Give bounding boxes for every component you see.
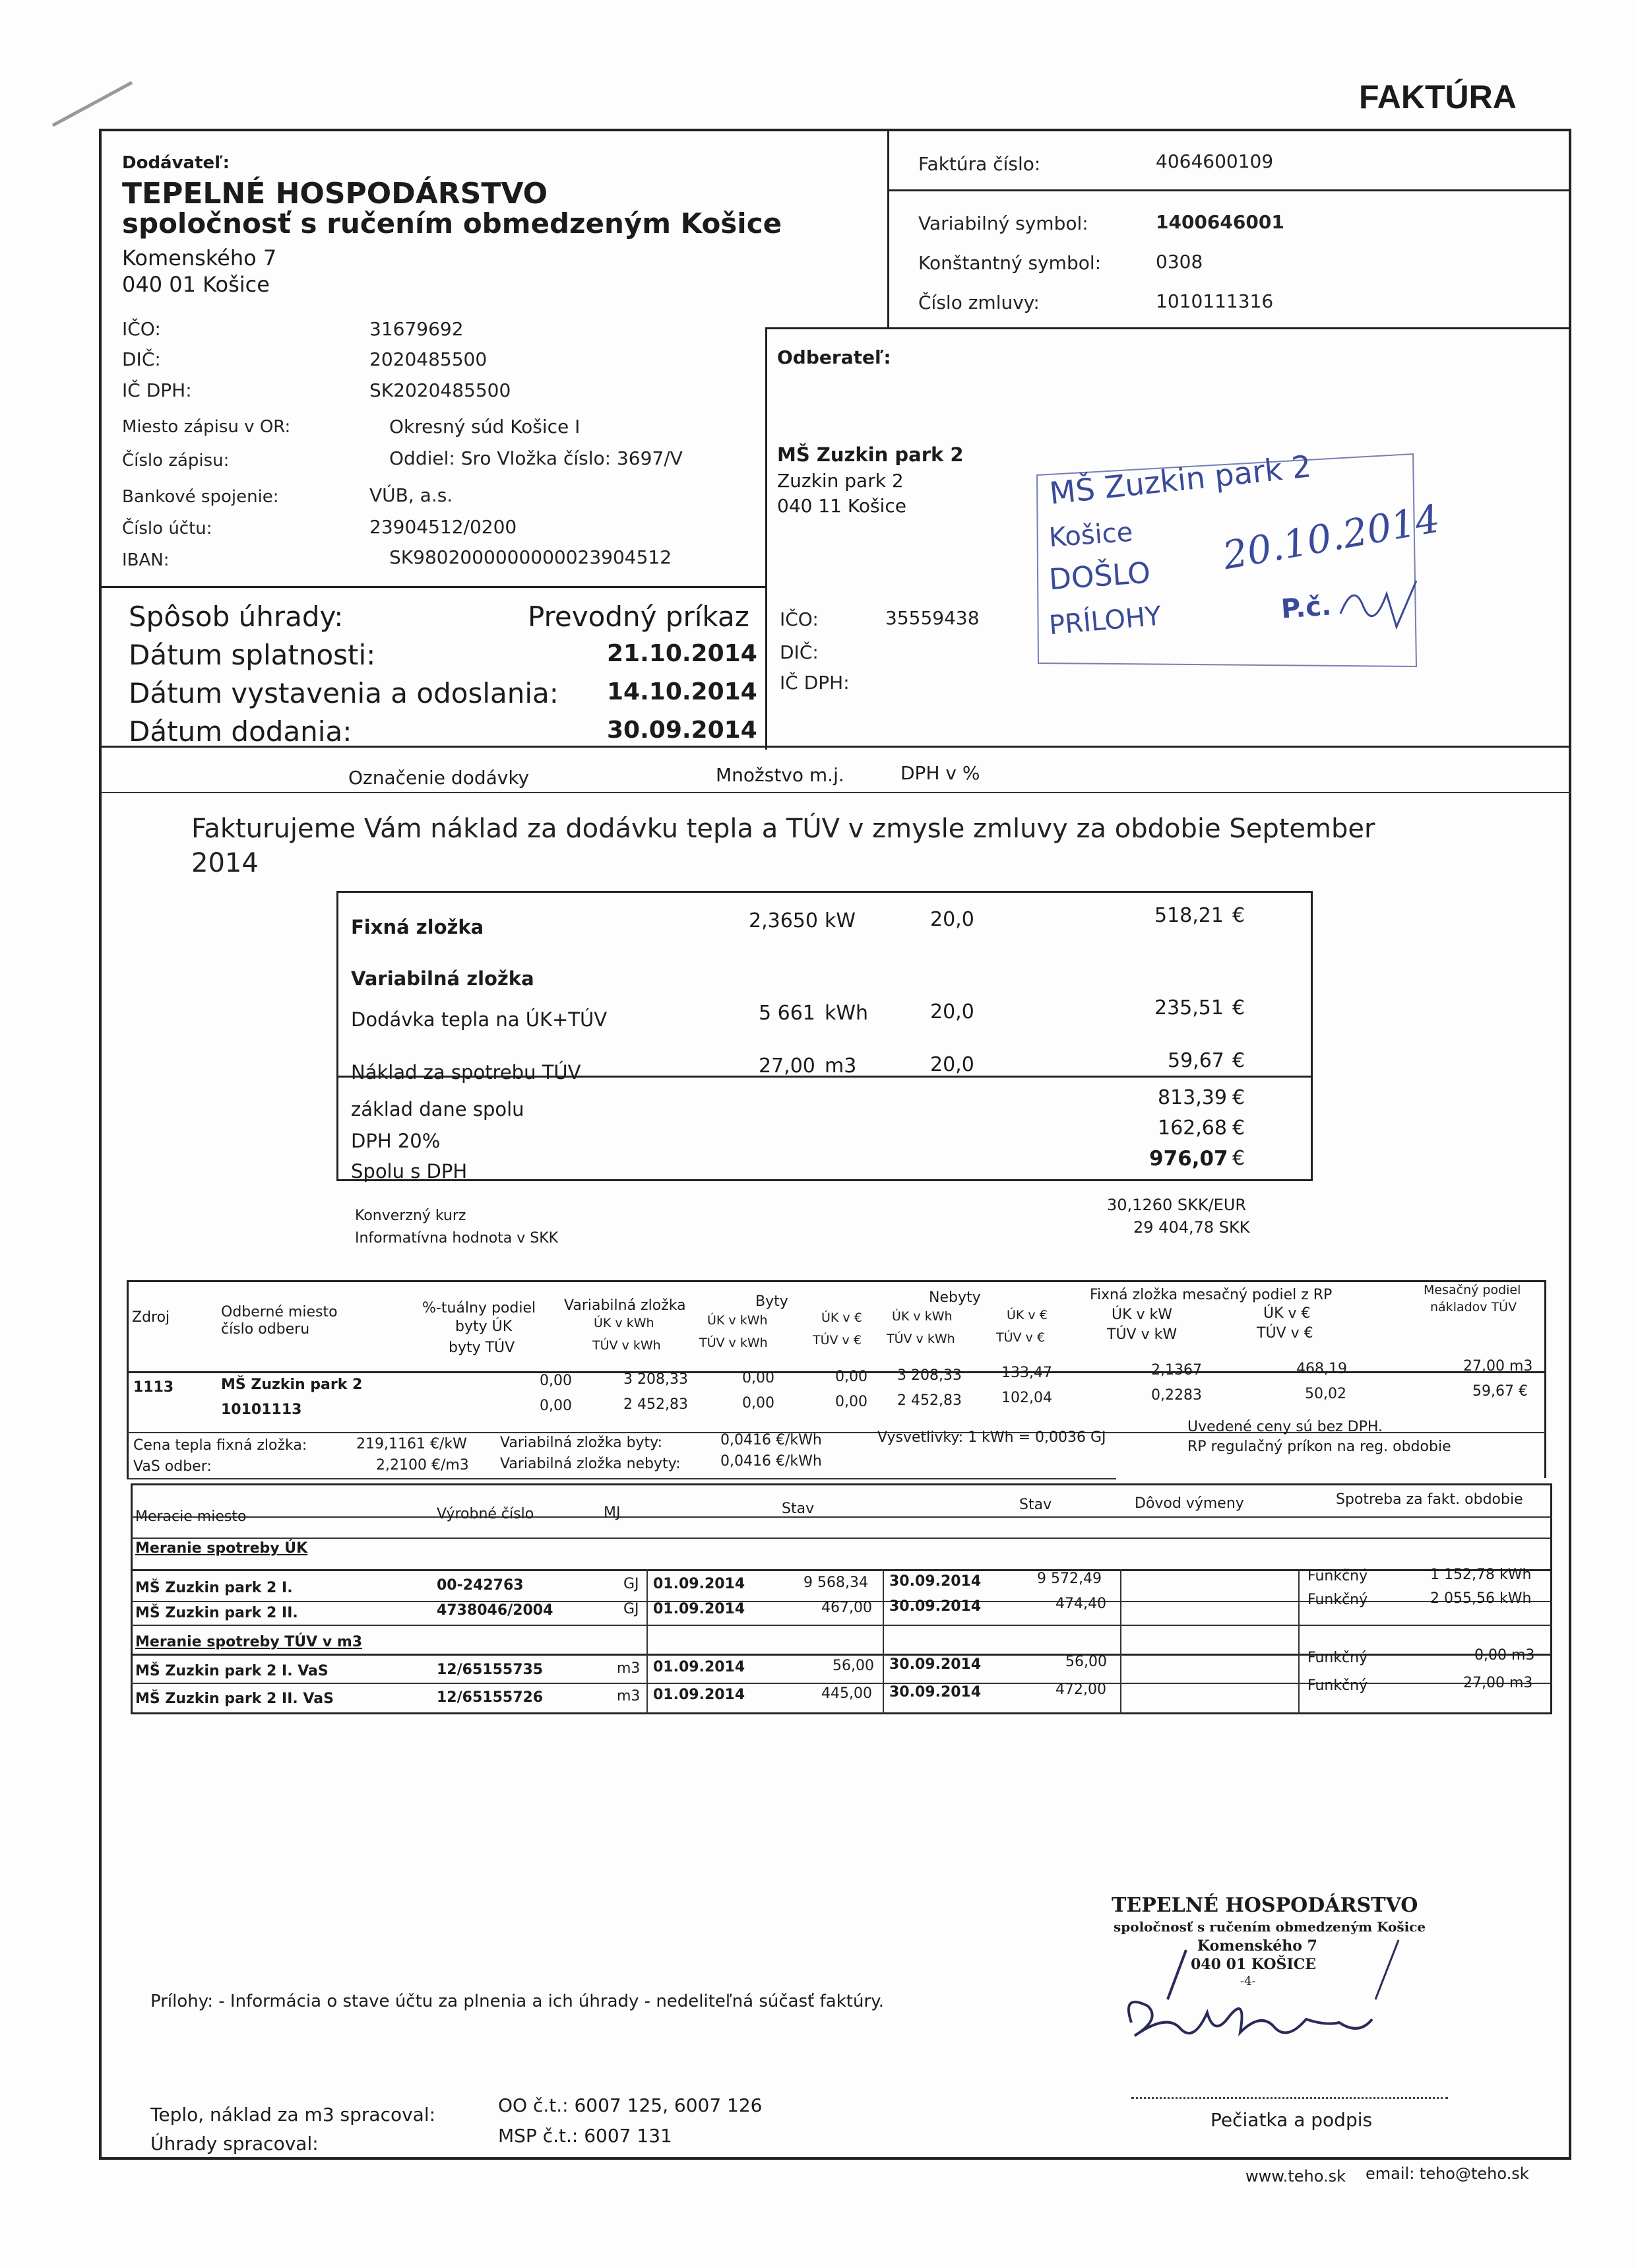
mt-r4-s2: 472,00: [1055, 1681, 1106, 1698]
bd-h-fix: Fixná zložka mesačný podiel z RP: [1090, 1287, 1333, 1303]
col-designation: Označenie dodávky: [348, 767, 530, 789]
bd-h-variable: Variabilná zložka: [564, 1297, 686, 1314]
dph-currency: €: [1232, 1117, 1245, 1140]
customer-dic-label: DIČ:: [780, 641, 819, 663]
bd-r2-c3: 0,00: [742, 1395, 774, 1411]
bd-zdroj: 1113: [133, 1379, 174, 1396]
bd-r2-c6: 102,04: [1001, 1390, 1052, 1406]
bd-r2-c5: 2 452,83: [897, 1392, 962, 1409]
company-stamp-line-2: spoločnosť s ručením obmedzeným Košice: [1114, 1919, 1426, 1935]
stamp-line-4: PRÍLOHY: [1048, 600, 1163, 641]
base-amount: 813,39: [1158, 1086, 1227, 1109]
var-byty: 0,0416 €/kWh: [720, 1432, 822, 1448]
ks-value: 0308: [1156, 251, 1203, 273]
signature-line: [1131, 2097, 1448, 2099]
bd-h-monthly-2: nákladov TÚV: [1430, 1300, 1517, 1314]
supplier-bank: VÚB, a.s.: [369, 484, 453, 506]
company-stamp-line-3: Komenského 7: [1197, 1937, 1317, 1955]
conversion-value: 30,1260 SKK/EUR: [1107, 1196, 1247, 1214]
total-currency: €: [1232, 1147, 1245, 1170]
supplier-iban: SK9802000000000023904512: [389, 546, 672, 568]
mt-r1-mj: GJ: [623, 1576, 639, 1592]
heat-unit: kWh: [825, 1002, 869, 1025]
stamp-pc: P.č.: [1280, 591, 1333, 625]
bd-r2-c8: 50,02: [1305, 1386, 1346, 1402]
supplier-dic: 2020485500: [369, 348, 488, 370]
bd-h-tuv-eur-1: TÚV v €: [813, 1333, 862, 1347]
document-title: FAKTÚRA: [1359, 79, 1517, 115]
email-link[interactable]: email: teho@teho.sk: [1366, 2164, 1529, 2183]
bd-r1-c7: 2,1367: [1151, 1362, 1202, 1378]
var-byty-label: Variabilná zložka byty:: [500, 1435, 663, 1451]
bd-r1-c3: 0,00: [742, 1370, 774, 1386]
contract-value: 1010111316: [1156, 290, 1274, 312]
vas-label: VaS odber:: [133, 1458, 212, 1475]
price-fix-label: Cena tepla fixná zložka:: [133, 1437, 307, 1454]
mt-r3-d1: 01.09.2014: [653, 1659, 745, 1675]
due-date-label: Dátum splatnosti:: [129, 639, 376, 671]
bd-h-byty: Byty: [755, 1293, 788, 1310]
bd-h-uk-kwh-2: ÚK v kWh: [707, 1313, 768, 1328]
vs-label: Variabilný symbol:: [918, 212, 1088, 234]
customer-ico-label: IČO:: [780, 608, 819, 630]
bd-h-miesto-2: číslo odberu: [221, 1321, 310, 1338]
payment-method-label: Spôsob úhrady:: [129, 600, 344, 633]
mt-r3-s2: 56,00: [1065, 1654, 1107, 1670]
signature: [1108, 1914, 1425, 2052]
stamp-line-2: Košice: [1048, 517, 1134, 554]
bd-h-uk-kwh-3: ÚK v kWh: [892, 1309, 953, 1324]
variable-label: Variabilná zložka: [351, 967, 534, 990]
bd-r1-c2: 3 208,33: [623, 1371, 688, 1388]
tuv-unit: m3: [825, 1054, 857, 1078]
bd-cislo: 10101113: [221, 1402, 302, 1418]
ks-label: Konštantný symbol:: [918, 252, 1102, 274]
supplier-icdph-label: IČ DPH:: [122, 379, 192, 401]
supplier-or-label: Miesto zápisu v OR:: [122, 417, 291, 437]
mt-r3-serial: 12/65155735: [437, 1662, 544, 1678]
total-amount: 976,07: [1149, 1147, 1228, 1171]
supplier-dic-label: DIČ:: [122, 348, 161, 370]
mt-r3-s1: 56,00: [833, 1658, 874, 1674]
stamp-date: 20.10.2014: [1219, 496, 1443, 579]
bd-r2-c9: 59,67 €: [1472, 1383, 1528, 1400]
bd-h-tuv-eur-3: TÚV v €: [1257, 1325, 1313, 1342]
bd-h-uk-eur-1: ÚK v €: [821, 1311, 862, 1325]
mt-group-2: Meranie spotreby TÚV v m3: [135, 1634, 363, 1650]
tuv-label: Náklad za spotrebu TÚV: [351, 1061, 581, 1084]
col-vat: DPH v %: [900, 762, 980, 784]
bd-r1-c9: 27,00 m3: [1463, 1358, 1533, 1375]
fixed-amount: 518,21: [1154, 904, 1224, 927]
heat-vat: 20,0: [930, 1000, 974, 1023]
mt-r2-s2: 474,40: [1055, 1596, 1106, 1612]
bd-h-podiel-2: byty ÚK: [455, 1318, 513, 1335]
delivery-date: 30.09.2014: [607, 717, 757, 744]
staple-mark: [46, 73, 139, 132]
customer-heading: Odberateľ:: [777, 346, 891, 368]
bd-r2-c4: 0,00: [835, 1394, 867, 1410]
stamp-line-1: MŠ Zuzkin park 2: [1048, 448, 1313, 511]
supplier-iban-label: IBAN:: [122, 550, 170, 570]
bd-h-tuv-kwh-2: TÚV v kWh: [699, 1336, 768, 1350]
payment-method: Prevodný príkaz: [528, 600, 749, 633]
bd-r2-c2: 2 452,83: [623, 1396, 688, 1413]
bd-r1-c5: 3 208,33: [897, 1367, 962, 1384]
customer-icdph-label: IČ DPH:: [780, 672, 850, 694]
supplier-reg-label: Číslo zápisu:: [122, 451, 230, 470]
mt-h-reason: Dôvod výmeny: [1135, 1495, 1244, 1512]
bd-r1-c6: 133,47: [1001, 1365, 1052, 1381]
heat-label: Dodávka tepla na ÚK+TÚV: [351, 1008, 608, 1031]
supplier-name-2: spoločnosť s ručením obmedzeným Košice: [122, 207, 782, 240]
mt-r3-place: MŠ Zuzkin park 2 I. VaS: [135, 1663, 329, 1679]
total-label: Spolu s DPH: [351, 1160, 468, 1183]
company-stamp: [1108, 1894, 1425, 2052]
bd-h-podiel-3: byty TÚV: [449, 1340, 515, 1356]
supplier-reg: Oddiel: Sro Vložka číslo: 3697/V: [389, 447, 683, 469]
customer-street: Zuzkin park 2: [777, 470, 904, 492]
base-label: základ dane spolu: [351, 1098, 524, 1120]
bd-miesto: MŠ Zuzkin park 2: [221, 1377, 363, 1393]
payment-processor-label: Úhrady spracoval:: [150, 2133, 319, 2155]
heat-processor-value: OO č.t.: 6007 125, 6007 126: [498, 2094, 763, 2116]
received-stamp: [1030, 448, 1443, 673]
bd-r1-c8: 468,19: [1296, 1361, 1347, 1377]
mt-r2-s1: 467,00: [821, 1600, 872, 1616]
mt-r3-status: Funkčný: [1307, 1650, 1368, 1666]
col-qty: Množstvo m.j.: [716, 764, 844, 786]
tuv-qty: 27,00: [759, 1054, 815, 1078]
tuv-vat: 20,0: [930, 1053, 974, 1076]
fixed-label: Fixná zložka: [351, 916, 484, 938]
mt-r3-cons: 0,00 m3: [1474, 1647, 1535, 1664]
fixed-unit: kW: [825, 909, 856, 932]
heat-qty: 5 661: [759, 1002, 815, 1025]
bd-r1-c1: 0,00: [540, 1373, 572, 1389]
var-nebyty: 0,0416 €/kWh: [720, 1453, 822, 1470]
mt-h-consumption: Spotreba za fakt. obdobie: [1336, 1491, 1523, 1508]
mt-r1-s1: 9 568,34: [803, 1574, 868, 1591]
mt-r4-status: Funkčný: [1307, 1677, 1368, 1694]
customer-ico: 35559438: [885, 607, 980, 629]
bd-r1-c4: 0,00: [835, 1369, 867, 1385]
mt-h-place: Meracie miesto: [135, 1508, 247, 1525]
attachments-note: Prílohy: - Informácia o stave účtu za plnenia a ich úhrady - nedeliteľná súčasť faktúry.: [150, 1992, 885, 2011]
mt-r4-d2: 30.09.2014: [889, 1684, 982, 1701]
mt-r2-cons: 2 055,56 kWh: [1430, 1590, 1532, 1607]
fixed-qty: 2,3650: [749, 909, 818, 932]
note-1: Uvedené ceny sú bez DPH.: [1187, 1419, 1383, 1435]
invoice-number-label: Faktúra číslo:: [918, 153, 1041, 175]
bd-h-uk-eur-3: ÚK v €: [1263, 1305, 1311, 1322]
stamp-line-3: DOŠLO: [1048, 556, 1152, 597]
invoice-number: 4064600109: [1156, 150, 1274, 172]
mt-r1-d2: 30.09.2014: [889, 1573, 982, 1590]
mt-r1-serial: 00-242763: [437, 1577, 524, 1594]
mt-r2-d1: 01.09.2014: [653, 1601, 745, 1617]
mt-r2-status: Funkčný: [1307, 1592, 1368, 1608]
mt-h-state-1: Stav: [782, 1501, 815, 1517]
mt-r1-place: MŠ Zuzkin park 2 I.: [135, 1580, 293, 1596]
note-2: RP regulačný príkon na reg. obdobie: [1187, 1439, 1451, 1455]
supplier-ico-label: IČO:: [122, 318, 161, 340]
issue-date: 14.10.2014: [607, 678, 757, 705]
supplier-icdph: SK2020485500: [369, 379, 511, 401]
fixed-vat: 20,0: [930, 908, 974, 931]
bd-r2-c7: 0,2283: [1151, 1387, 1202, 1404]
company-stamp-line-4: 040 01 KOŠICE: [1191, 1956, 1317, 1973]
bd-h-tuv-kwh-3: TÚV v kWh: [887, 1332, 955, 1346]
explanation: Vysvetlivky: 1 kWh = 0,0036 GJ: [877, 1429, 1106, 1446]
conversion-label: Konverzný kurz: [355, 1208, 466, 1224]
mt-r1-status: Funkčný: [1307, 1568, 1368, 1584]
customer-name: MŠ Zuzkin park 2: [777, 443, 964, 466]
supplier-name-1: TEPELNÉ HOSPODÁRSTVO: [122, 177, 548, 211]
mt-r1-cons: 1 152,78 kWh: [1430, 1567, 1532, 1583]
supplier-or: Okresný súd Košice I: [389, 416, 581, 437]
bd-h-miesto-1: Odberné miesto: [221, 1304, 338, 1320]
tuv-amount: 59,67: [1168, 1049, 1224, 1072]
heat-amount: 235,51: [1154, 996, 1224, 1020]
payment-processor-value: MSP č.t.: 6007 131: [498, 2125, 672, 2147]
mt-r4-d1: 01.09.2014: [653, 1687, 745, 1703]
heat-processor-label: Teplo, náklad za m3 spracoval:: [150, 2104, 436, 2125]
bd-h-tuv-kwh-1: TÚV v kWh: [592, 1338, 661, 1353]
mt-h-state-2: Stav: [1019, 1497, 1052, 1513]
price-fix: 219,1161 €/kW: [356, 1436, 467, 1452]
supplier-account-label: Číslo účtu:: [122, 519, 212, 538]
supplier-ico: 31679692: [369, 318, 464, 340]
vs-value: 1400646001: [1156, 211, 1284, 233]
mt-r4-serial: 12/65155726: [437, 1689, 544, 1706]
mt-r4-cons: 27,00 m3: [1463, 1675, 1533, 1691]
company-stamp-line-5: -4-: [1240, 1974, 1256, 1988]
supplier-heading: Dodávateľ:: [122, 153, 230, 173]
dph-amount: 162,68: [1158, 1117, 1227, 1140]
dph-label: DPH 20%: [351, 1130, 441, 1152]
skk-value: 29 404,78 SKK: [1133, 1218, 1250, 1237]
company-stamp-line-1: TEPELNÉ HOSPODÁRSTVO: [1112, 1894, 1418, 1917]
vas-value: 2,2100 €/m3: [376, 1457, 469, 1474]
mt-r4-s1: 445,00: [821, 1685, 872, 1702]
due-date: 21.10.2014: [607, 640, 757, 667]
contract-label: Číslo zmluvy:: [918, 292, 1040, 313]
mt-h-serial: Výrobné číslo: [437, 1506, 534, 1522]
website-link[interactable]: www.teho.sk: [1245, 2167, 1346, 2186]
bd-r2-c1: 0,00: [540, 1398, 572, 1414]
mt-r2-mj: GJ: [623, 1601, 639, 1617]
bd-h-zdroj: Zdroj: [132, 1309, 170, 1326]
bd-h-monthly-1: Mesačný podiel: [1424, 1283, 1521, 1297]
bd-h-uk-eur-2: ÚK v €: [1007, 1308, 1048, 1322]
bd-h-tuv-kw: TÚV v kW: [1107, 1326, 1178, 1343]
supplier-street: Komenského 7: [122, 245, 277, 271]
bd-h-uk-kwh-1: ÚK v kWh: [594, 1316, 654, 1330]
skk-label: Informatívna hodnota v SKK: [355, 1230, 559, 1247]
signature-label: Pečiatka a podpis: [1211, 2109, 1373, 2131]
intro-text: Fakturujeme Vám náklad za dodávku tepla a TÚV v zmysle zmluvy za obdobie September 2014: [191, 814, 1375, 878]
bd-h-nebyty: Nebyty: [929, 1289, 981, 1306]
base-currency: €: [1232, 1086, 1245, 1109]
bd-h-uk-kw: ÚK v kW: [1112, 1307, 1173, 1323]
mt-r3-mj: m3: [617, 1660, 641, 1677]
mt-r4-mj: m3: [617, 1688, 641, 1704]
supplier-bank-label: Bankové spojenie:: [122, 487, 279, 507]
bd-h-podiel-1: %-tuálny podiel: [422, 1300, 536, 1316]
delivery-date-label: Dátum dodania:: [129, 715, 352, 748]
bd-h-tuv-eur-2: TÚV v €: [996, 1330, 1045, 1345]
mt-r2-d2: 30.09.2014: [889, 1598, 982, 1615]
customer-city: 040 11 Košice: [777, 495, 906, 517]
heat-currency: €: [1232, 996, 1245, 1020]
supplier-account: 23904512/0200: [369, 516, 517, 538]
var-nebyty-label: Variabilná zložka nebyty:: [500, 1456, 681, 1472]
fixed-currency: €: [1232, 904, 1245, 927]
mt-r2-place: MŠ Zuzkin park 2 II.: [135, 1605, 298, 1621]
mt-r2-serial: 4738046/2004: [437, 1602, 553, 1619]
mt-r1-s2: 9 572,49: [1037, 1571, 1102, 1587]
tuv-currency: €: [1232, 1049, 1245, 1072]
mt-r4-place: MŠ Zuzkin park 2 II. VaS: [135, 1691, 334, 1707]
issue-date-label: Dátum vystavenia a odoslania:: [129, 677, 559, 709]
supplier-city: 040 01 Košice: [122, 272, 270, 297]
mt-r1-d1: 01.09.2014: [653, 1576, 745, 1592]
mt-h-mj: MJ: [604, 1505, 621, 1521]
mt-group-1: Meranie spotreby ÚK: [135, 1540, 308, 1557]
mt-r3-d2: 30.09.2014: [889, 1656, 982, 1673]
